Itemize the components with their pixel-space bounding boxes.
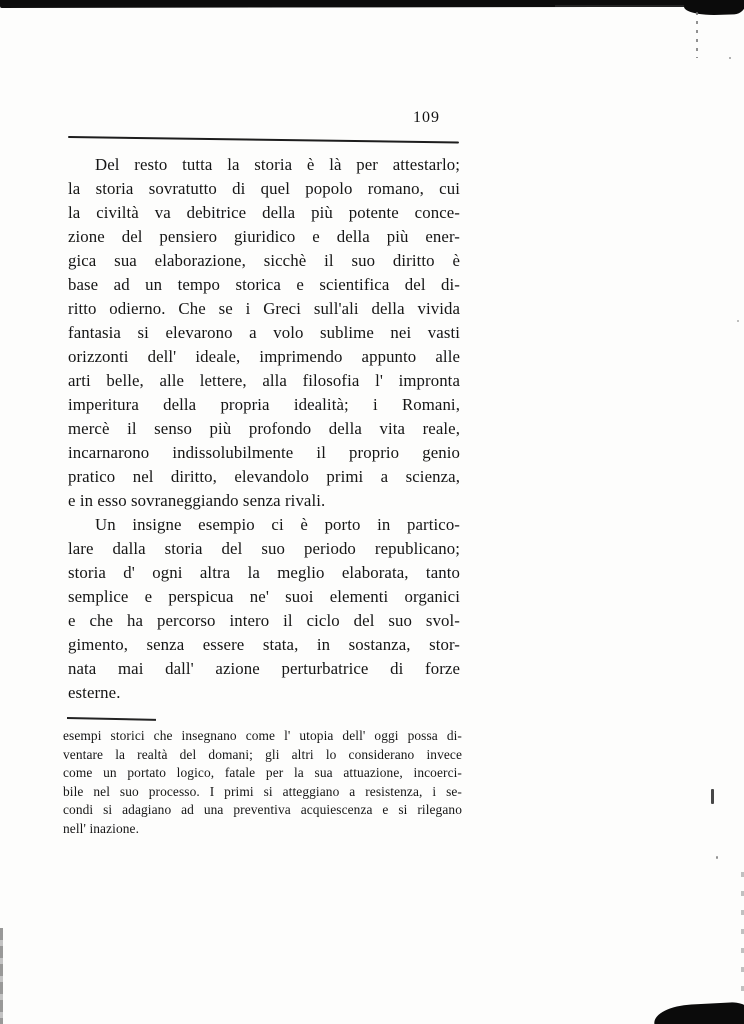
scan-artifact-top-edge-thick	[0, 3, 600, 8]
scan-artifact-top-edge	[0, 0, 744, 5]
header-rule	[68, 136, 459, 143]
scan-artifact-top-right-corner	[684, 0, 744, 16]
scan-artifact-bottom-right-corner	[653, 1002, 744, 1024]
scan-artifact-dotted-line	[696, 12, 698, 58]
body-line: esterne.	[68, 683, 121, 702]
body-line: fantasia si elevarono a volo sublime nei vasti	[68, 323, 460, 342]
body-line: gica sua elaborazione, sicchè il suo diritto è	[68, 251, 460, 270]
body-line: semplice e perspicua ne' suoi elementi organici	[68, 587, 460, 606]
body-line: arti belle, alle lettere, alla filosofia l' impronta	[68, 371, 460, 390]
footnote-line: ventare la realtà del domani; gli altri lo considerano invece	[63, 746, 462, 762]
body-line: orizzonti dell' ideale, imprimendo appunto alle	[68, 347, 460, 366]
scan-artifact-margin-dash	[711, 789, 714, 804]
scan-artifact-top-edge-thin	[555, 5, 744, 7]
scan-artifact-speck	[729, 57, 731, 59]
footnote-line: condi si adagiano ad una preventiva acquiescenza e si rilegano	[63, 802, 462, 817]
body-line: gimento, senza essere stata, in sostanza, stor-	[68, 635, 460, 654]
body-text	[68, 153, 460, 705]
body-line: ritto odierno. Che se i Greci sull'ali della vivida	[68, 299, 460, 318]
body-line: lare dalla storia del suo periodo republicano;	[68, 539, 460, 558]
scan-artifact-speck	[716, 856, 718, 859]
body-line: storia d' ogni altra la meglio elaborata, tanto	[68, 563, 460, 582]
body-line: zione del pensiero giuridico e della più ener-	[68, 227, 460, 246]
body-line: Del resto tutta la storia è là per attestarlo;	[95, 155, 460, 174]
footnote	[63, 727, 462, 838]
body-line: e in esso sovraneggiando senza rivali.	[68, 491, 326, 510]
footnote-separator	[67, 717, 156, 721]
body-line: Un insigne esempio ci è porto in partico-	[95, 515, 460, 534]
body-line: base ad un tempo storica e scientifica del di-	[68, 275, 460, 294]
body-line: la storia sovratutto di quel popolo romano, cui	[68, 179, 460, 198]
scan-artifact-left-edge-strip	[0, 928, 3, 1024]
footnote-line: come un portato logico, fatale per la sua attuazione, incoerci-	[63, 765, 462, 780]
body-line: pratico nel diritto, elevandolo primi a scienza,	[68, 467, 460, 486]
body-line: mercè il senso più profondo della vita reale,	[68, 419, 460, 438]
body-line: imperitura della propria idealità; i Romani,	[68, 395, 460, 414]
body-line: la civiltà va debitrice della più potente conce-	[68, 203, 460, 222]
scan-artifact-speck	[737, 320, 739, 322]
page-number: 109	[413, 109, 440, 126]
body-line: incarnarono indissolubilmente il proprio genio	[68, 443, 460, 462]
footnote-line: nell' inazione.	[63, 820, 140, 836]
footnote-line: bile nel suo processo. I primi si atteggiano a resistenza, i se-	[63, 783, 462, 799]
body-line: nata mai dall' azione perturbatrice di forze	[68, 659, 460, 678]
body-line: e che ha percorso intero il ciclo del suo svol-	[68, 611, 460, 630]
footnote-line: esempi storici che insegnano come l' utopia dell' oggi possa di-	[63, 728, 462, 743]
